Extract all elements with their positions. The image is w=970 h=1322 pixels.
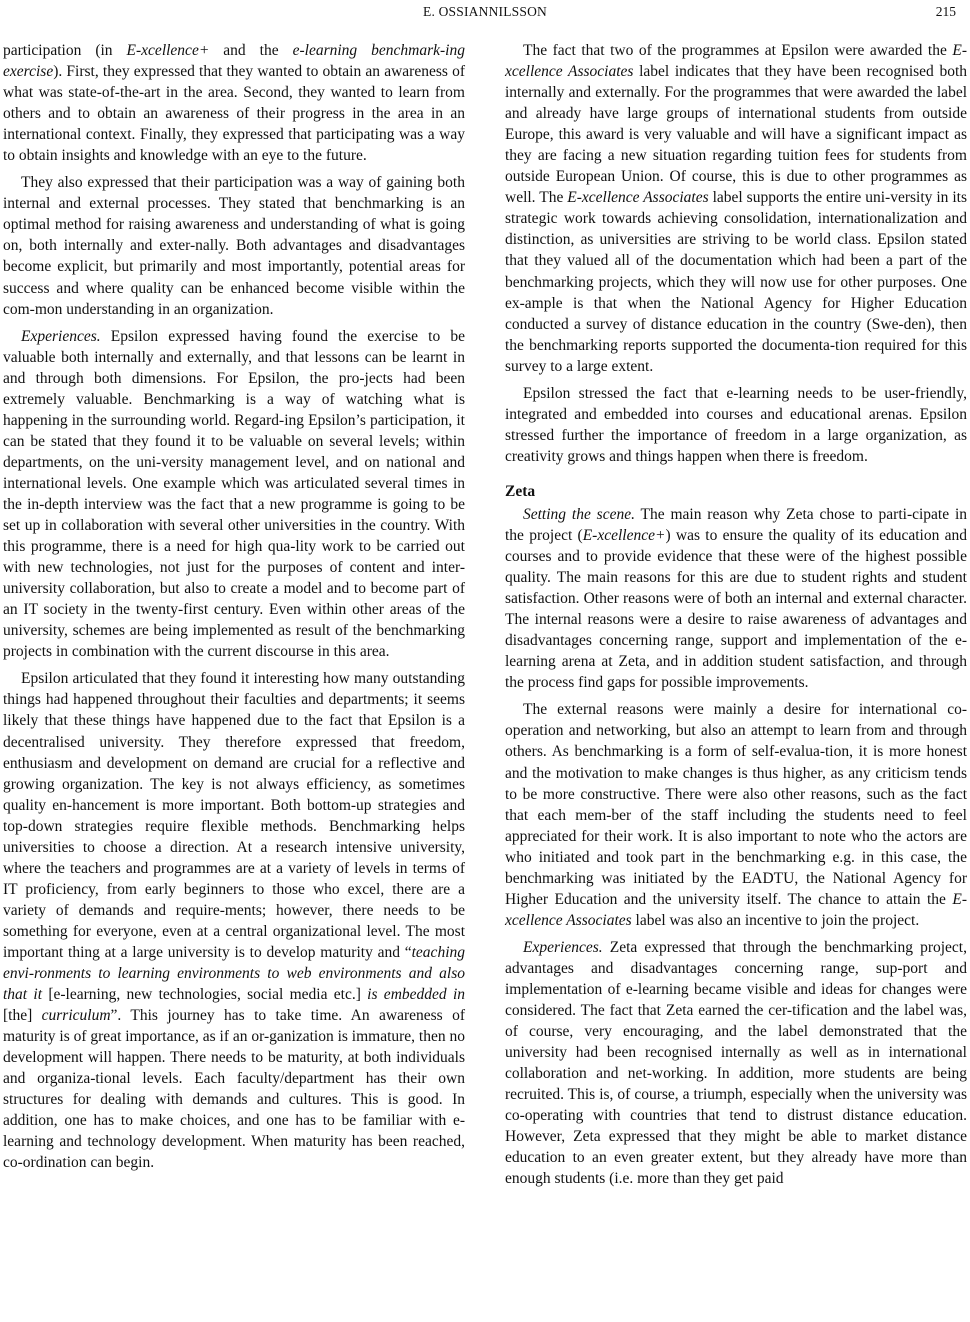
- paragraph-zeta-external-reasons: The external reasons were mainly a desire for international co-operation and networking, but also an attempt to learn from and through others. As benchmarking is a form of self-evalua-tion, it is more honest and the motivation to make changes is thus higher, as any criticism tends to be more constructive. There were also other reasons, such as the fact that each mem-ber of the staff including the students need to feel appreciated for their work. It is also important to note who the actors are who initiated and took part in the benchmarking e.g. in this case, the benchmarking was initiated by the EADTU, the National Agency for Higher Education and the university itself. The chance to attain the E-xcellence Associates label was also an incentive to join the project.: [505, 701, 967, 929]
- paragraph-epsilon-maturity: Epsilon articulated that they found it interesting how many outstanding things had happened throughout their faculties and departments; it seems likely that these things have happened due to the fact that Epsilon is a decentralised university. They therefore expressed that freedom, enthusiasm and development on demand are crucial for a reflective and growing organization. The key is not always efficiency, as sometimes quality en-hancement is more important. Both bottom-up strategies and top-down strategies require flexible methods. Benchmarking helps universities to choose a direction. At a research intensive university, where the teachers and programmes are at a variety of levels in terms of IT proficiency, from early beginners to those who excel, there are a variety of demands and require-ments; however, there needs to be something for everyone, even at a central organizational level. The most important thing at a large university is to develop maturity and “teaching envi-ronments to learning environments to web environments and also that it [e-learning, new technologies, social media etc.] is embedded in [the] curriculum”. This journey has to take time. An awareness of maturity is of great importance, as if an or-ganization is immature, then no development will happen. There needs to be maturity, at both individuals and organiza-tional levels. Each faculty/department has their own structures for dealing with demands and cultures. This is good. In addition, one has to make choices, and one has to be familiar with e-learning and technology development. When maturity has been reached, co-ordination can begin.: [3, 670, 465, 1172]
- paragraph-epsilon-user-friendly: Epsilon stressed the fact that e-learning needs to be user-friendly, integrated and embedded into courses and educational arenas. Epsilon stressed further the importance of freedom in a large organization, as creativity grows and things happen when there is freedom.: [505, 384, 967, 465]
- run-in-heading: Experiences.: [21, 327, 101, 345]
- paragraph-epsilon-experiences: Experiences. Epsilon expressed having found the exercise to be valuable both internally and externally, and that lessons can be learnt in and through both dimensions. For Epsilon, the pro-jects had been extremely valuable. Benchmarking is a way of watching what is happening in the surrounding world. Regard-ing Epsilon’s participation, it can be stated that they found it to be valuable on several levels; within departments, on the uni-versity management level, and on national and international levels. One example which was articulated several times in the in-depth interview was the fact that a new programme is going to be set up in collaboration with several other universities in the country. With this programme, there is a need for high qua-lity work to be carried out with new technologies, not just for the purposes of content and inter-university collaboration, but also to create a model and to become part of an IT society in the twenty-first century. Even within other areas of the university, schemes are being implemented as result of the benchmarking projects in combination with the current discourse in this area.: [3, 327, 465, 661]
- page-number: 215: [935, 4, 956, 19]
- run-in-heading: Setting the scene.: [523, 505, 635, 523]
- paragraph-zeta-setting-scene: Setting the scene. The main reason why Zeta chose to parti-cipate in the project (E-xcellence+) was to ensure the quality of its education and courses and to provide evidence that these were of the highest possible quality. The main reasons for this are due to student rights and student satisfaction. Other reasons were of both an internal and external character. The internal reasons were a desire to raise awareness of advantages and disadvantages concerning range, support and implementation of the e-learning arena at Zeta, and in addition student satisfaction, and through the process find gaps for possible improvements.: [505, 505, 967, 692]
- left-column: [3, 40, 465, 1179]
- paragraph-epsilon-label: The fact that two of the programmes at Epsilon were awarded the E-xcellence Associates label indicates that they have been recognised both internally and externally. For the programmes that were awarded the label and already have large groups of international students from outside Europe, this award is very valuable and will have a significant impact as they are facing a new situation regarding tuition fees for students from outside European Union. Of course, this is due to other programmes as well. The E-xcellence Associates label supports the entire uni-versity in its strategic work towards achieving consolidation, internationalization and distinction, as universities are striving to be world class. Epsilon stated that they valued all of the documentation which had been a part of the benchmarking projects, which they will now use for other purposes. One ex-ample is that when the National Agency for Higher Education conducted a survey of distance education in the country (Swe-den), then the benchmarking reports supported the documenta-tion required for this survey to a large extent.: [505, 42, 968, 375]
- running-head-author: E. OSSIANNILSSON: [423, 4, 547, 19]
- paragraph-participation-continued: participation (in E-xcellence+ and the e-learning benchmark-ing exercise). First, they expressed that they wanted to obtain an awareness of what was state-of-the-art in the area. Second, they wanted to learn from others and to obtain an awareness of their progress in the area in an international context. Finally, they expressed that participating was a way to obtain insights and knowledge with an eye to the future.: [3, 42, 465, 165]
- running-head: [0, 0, 970, 24]
- right-column: [505, 40, 967, 1195]
- paragraph-participation-processes: They also expressed that their participation was a way of gaining both internal and external processes. They stated that benchmarking is an optimal method for raising awareness and understanding of what is going on, both internally and exter-nally. Both advantages and disadvantages become explicit, but primarily and most importantly, potential areas for success and where quality can be enhanced become visible within the com-mon understanding in an organization.: [3, 174, 465, 318]
- run-in-heading: Experiences.: [523, 938, 603, 956]
- paragraph-zeta-experiences: Experiences. Zeta expressed that through the benchmarking project, advantages and disadvantages concerning range, sup-port and implementation of e-learning became visible and ideas for changes were considered. The fact that Zeta earned the cer-tification and the label was, of course, very encouraging, and the label demonstrated that the university had been recognised internally as well as in international collaboration and net-working. In addition, more students are being recruited. This is, of course, a triumph, especially when the university was co-operating with countries that tend to distrust distance education. However, Zeta expressed that they might be able to market distance education to an even greater extent, but they already have more than enough students (i.e. more than they get paid: [505, 938, 967, 1188]
- section-heading-zeta: Zeta: [505, 482, 536, 500]
